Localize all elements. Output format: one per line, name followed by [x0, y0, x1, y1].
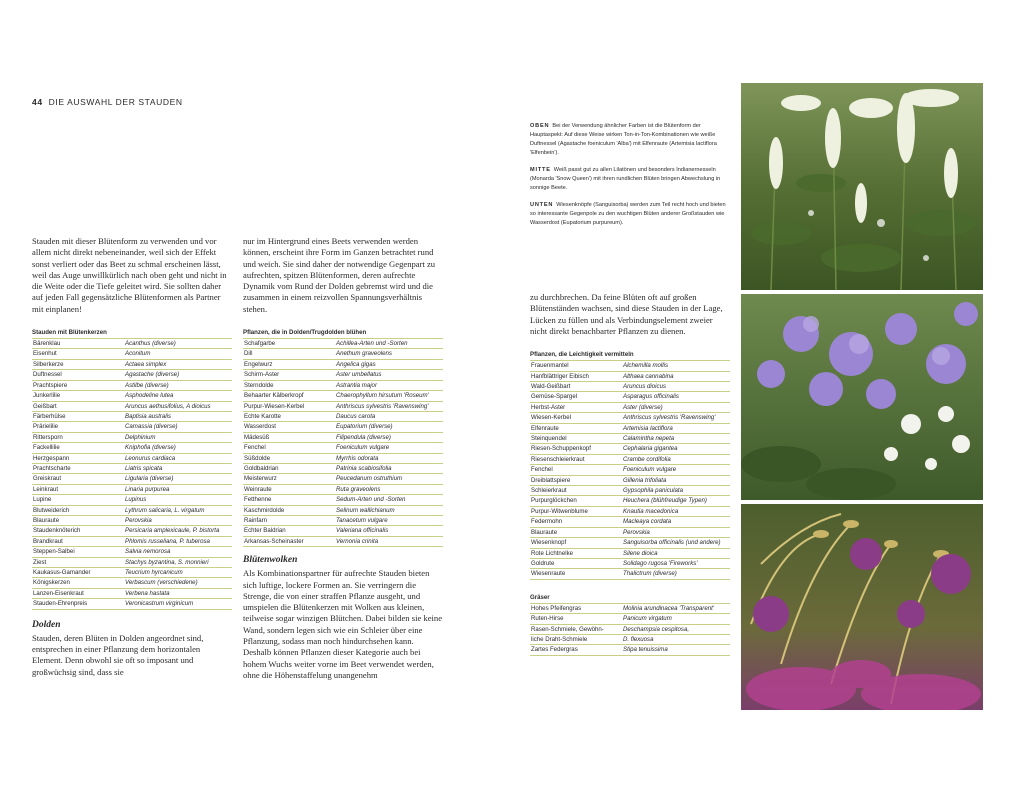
plant-row [530, 486, 730, 496]
common-name: Blutweiderich [32, 505, 124, 515]
plant-row [32, 599, 232, 609]
plant-row [32, 505, 232, 515]
botanical-name: Silene dioica [622, 548, 730, 558]
common-name: Federmohn [530, 517, 622, 527]
botanical-name: Cephalaria gigantea [622, 444, 730, 454]
common-name: Rasen-Schmiele, Gewöhn- [530, 624, 622, 634]
common-name: Schleierkraut [530, 486, 622, 496]
botanical-name: Actaea simplex [124, 359, 232, 369]
plant-row [530, 392, 730, 402]
botanical-name: Salvia nemorosa [124, 547, 232, 557]
botanical-name: Daucus carota [335, 411, 443, 421]
plant-row [243, 505, 443, 515]
common-name: Elfenraute [530, 423, 622, 433]
plant-row [32, 484, 232, 494]
plant-row [32, 401, 232, 411]
plant-row [32, 391, 232, 401]
botanical-name: Liatris spicata [124, 463, 232, 473]
botanical-name: Peucedanum ostruthium [335, 474, 443, 484]
botanical-name: Kniphofia (diverse) [124, 443, 232, 453]
botanical-name: Perovskia [124, 515, 232, 525]
photo-middle [741, 294, 983, 500]
col3-intro-paragraph: zu durchbrechen. Da feine Blüten oft auf großen Blütenständen wachsen, sind diese Stauden in der Lage, Lücken zu füllen und als Verbindungselement zweier nicht direkt benachbarter Pflanzen zu dienen. [530, 292, 723, 336]
plant-row [32, 443, 232, 453]
botanical-name: Aster umbellatus [335, 370, 443, 380]
common-name: Purpur-Wiesen-Kerbel [243, 401, 335, 411]
plant-row [530, 371, 730, 381]
plant-row [32, 557, 232, 567]
plant-row [32, 526, 232, 536]
plant-row [32, 380, 232, 390]
plant-row [530, 558, 730, 568]
caption-bottom-label: UNTEN [530, 202, 554, 208]
common-name: Purpurglöckchen [530, 496, 622, 506]
botanical-name: Vernonia crinita [335, 536, 443, 546]
plant-row [243, 370, 443, 380]
photo-bottom [741, 504, 983, 710]
botanical-name: Lythrum salicaria, L. virgatum [124, 505, 232, 515]
common-name: Frauenmantel [530, 361, 622, 371]
page-number: 44 [32, 97, 43, 107]
common-name: Ziest [32, 557, 124, 567]
plant-row [530, 402, 730, 412]
botanical-name: Asparagus officinalis [622, 392, 730, 402]
botanical-name: D. flexuosa [622, 634, 730, 644]
botanical-name: Phlomis russeliana, P. tuberosa [124, 536, 232, 546]
common-name: Herbst-Aster [530, 402, 622, 412]
common-name: Süßdolde [243, 453, 335, 463]
plant-row [243, 474, 443, 484]
common-name: Fackellilie [32, 443, 124, 453]
common-name: Stauden-Ehrenpreis [32, 599, 124, 609]
plant-row [530, 634, 730, 644]
common-name: Ruten-Hirse [530, 614, 622, 624]
column-1 [32, 236, 232, 678]
plant-row [243, 526, 443, 536]
botanical-name: Crambe cordifolia [622, 454, 730, 464]
botanical-name: Asphodeline lutea [124, 391, 232, 401]
photo-lilac-monarda-image [741, 294, 983, 500]
plant-row [243, 515, 443, 525]
plant-row [530, 465, 730, 475]
plant-row [530, 496, 730, 506]
botanical-name: Linaria purpurea [124, 484, 232, 494]
botanical-name: Eupatorium (diverse) [335, 422, 443, 432]
common-name: Wasserdost [243, 422, 335, 432]
plant-row [243, 411, 443, 421]
caption-middle-label: MITTE [530, 167, 551, 173]
caption-bottom [530, 201, 730, 228]
gräser-table [530, 603, 730, 656]
botanical-name: Aruncus aethusifolius, A dioicus [124, 401, 232, 411]
botanical-name: Heuchera (blühfreudige Typen) [622, 496, 730, 506]
common-name: Rainfarn [243, 515, 335, 525]
plant-row [32, 536, 232, 546]
plant-row [530, 603, 730, 613]
common-name: liche Draht-Schmiele [530, 634, 622, 644]
caption-top-text: Bei der Verwendung ähnlicher Farben ist die Blütenform der Hauptaspekt: Auf diese Weise wirken Ton-in-Ton-Kombinationen wie weiße Duftnessel (Agastache foeniculum 'Alba') mit Elfenraute (Artemisia lactiflora 'Elfenbein'). [530, 123, 717, 156]
plant-row [243, 463, 443, 473]
common-name: Brandkraut [32, 536, 124, 546]
col2-blütenwolken-paragraph: Als Kombinationspartner für aufrechte Stauden bieten sich luftige, lockere Formen an. Sie verringern die Strenge, die von einer straffen Pflanze ausgeht, und umspielen die Blütenkerzen mit Wolken aus kleinen, teilweise sogar winzigen Blütchen. Dabei bilden sie keine Wand, sondern legen sich wie ein Schleier über eine Pflanzung, sodass man noch hindurchsehen kann. Deshalb können Pflanzen dieser Kategorie auch bei hohem Wuchs weiter vorne im Beet verwendet werden, ohne die Höhenstaffelung unangenehm [243, 568, 443, 680]
column-2 [243, 236, 443, 681]
botanical-name: Molinia arundinacea 'Transparent' [622, 603, 730, 613]
common-name: Bärenklau [32, 339, 124, 349]
botanical-name: Chaerophyllum hirsutum 'Roseum' [335, 391, 443, 401]
botanical-name: Solidago rugosa 'Fireworks' [622, 558, 730, 568]
plant-row [530, 569, 730, 579]
col2-intro-paragraph: nur im Hintergrund eines Beets verwenden werden können, erscheint ihre Form im Ganzen betrachtet rund und weich. Sie sind daher der notwendige Gegenpart zu aufrechten, spitzen Blütenformen, deren aufrechte Dynamik vom Rund der Dolden gebremst wird und die zusammen in einem reizvollen Spannungsverhältnis stehen. [243, 236, 436, 314]
dolden-table [243, 338, 443, 547]
common-name: Mädesüß [243, 432, 335, 442]
plant-row [530, 517, 730, 527]
common-name: Herzgespann [32, 453, 124, 463]
photo-captions [530, 122, 730, 236]
common-name: Purpur-Witwenblume [530, 506, 622, 516]
common-name: Blauraute [530, 527, 622, 537]
botanical-name: Anethum graveolens [335, 349, 443, 359]
botanical-name: Teucrium hyrcanicum [124, 568, 232, 578]
common-name: Engelwurz [243, 359, 335, 369]
photo-top [741, 83, 983, 290]
common-name: Rote Lichtnelke [530, 548, 622, 558]
botanical-name: Aster (diverse) [622, 402, 730, 412]
common-name: Weinraute [243, 484, 335, 494]
plant-row [243, 401, 443, 411]
botanical-name: Achillea-Arten und -Sorten [335, 339, 443, 349]
botanical-name: Delphinium [124, 432, 232, 442]
plant-row [32, 432, 232, 442]
common-name: Schafgarbe [243, 339, 335, 349]
botanical-name: Gypsophila paniculata [622, 486, 730, 496]
common-name: Dreiblattspiere [530, 475, 622, 485]
plant-row [243, 484, 443, 494]
plant-row [243, 349, 443, 359]
common-name: Steppen-Salbei [32, 547, 124, 557]
botanical-name: Gillenia trifoliata [622, 475, 730, 485]
botanical-name: Astilbe (diverse) [124, 380, 232, 390]
section-heading-dolden: Dolden [32, 619, 61, 630]
common-name: Gemüse-Spargel [530, 392, 622, 402]
plant-row [243, 453, 443, 463]
botanical-name: Aruncus dioicus [622, 382, 730, 392]
botanical-name: Selinum wallichianum [335, 505, 443, 515]
plant-row [530, 444, 730, 454]
common-name: Greiskraut [32, 474, 124, 484]
botanical-name: Foeniculum vulgare [335, 443, 443, 453]
botanical-name: Lupinus [124, 495, 232, 505]
botanical-name: Verbena hastata [124, 588, 232, 598]
botanical-name: Ruta graveolens [335, 484, 443, 494]
plant-row [530, 361, 730, 371]
plant-row [530, 475, 730, 485]
plant-row [32, 547, 232, 557]
section-heading-blütenwolken: Blütenwolken [243, 555, 298, 566]
plant-row [32, 422, 232, 432]
common-name: Dill [243, 349, 335, 359]
plant-row [530, 645, 730, 655]
botanical-name: Myrrhis odorata [335, 453, 443, 463]
plant-row [530, 527, 730, 537]
botanical-name: Tanacetum vulgare [335, 515, 443, 525]
botanical-name: Panicum virgatum [622, 614, 730, 624]
common-name: Rittersporn [32, 432, 124, 442]
botanical-name: Baptisia australis [124, 411, 232, 421]
common-name: Wiesen-Kerbel [530, 413, 622, 423]
plant-row [32, 588, 232, 598]
plant-row [530, 382, 730, 392]
chapter-title: DIE AUSWAHL DER STAUDEN [48, 97, 183, 107]
botanical-name: Ligularia (diverse) [124, 474, 232, 484]
col1-intro-paragraph: Stauden mit dieser Blütenform zu verwenden und vor allem nicht direkt nebeneinander, weil sich der Effekt sonst verliert oder das Beet zu schmal erscheinen lässt, weil das Auge unwillkürlich nach oben geht und nicht in die Weite oder die Tiefe geleitet wird. Sie sollten daher auf jeden Fall gegensätzliche Blütenformen als Partner mit einplanen! [32, 236, 227, 314]
plant-row [243, 536, 443, 546]
blütenkerzen-table [32, 338, 232, 610]
plant-row [32, 349, 232, 359]
plant-row [243, 380, 443, 390]
col1-table-title: Stauden mit Blütenkerzen [32, 329, 107, 337]
caption-top-label: OBEN [530, 123, 550, 129]
common-name: Prachtspiere [32, 380, 124, 390]
common-name: Meisterwurz [243, 474, 335, 484]
plant-row [32, 359, 232, 369]
plant-row [32, 453, 232, 463]
botanical-name: Leonurus cardiaca [124, 453, 232, 463]
col3-table-title: Pflanzen, die Leichtigkeit vermitteln [530, 351, 634, 359]
botanical-name: Stachys byzantina, S. monnieri [124, 557, 232, 567]
common-name: Wiesenraute [530, 569, 622, 579]
plant-row [243, 443, 443, 453]
common-name: Wald-Geißbart [530, 382, 622, 392]
grass-table-title: Gräser [530, 593, 550, 601]
botanical-name: Sedum-Arten und -Sorten [335, 495, 443, 505]
botanical-name: Patrinia scabiosifolia [335, 463, 443, 473]
plant-row [32, 474, 232, 484]
plant-row [530, 413, 730, 423]
plant-row [243, 432, 443, 442]
plant-row [32, 339, 232, 349]
botanical-name: Agastache (diverse) [124, 370, 232, 380]
common-name: Geißbart [32, 401, 124, 411]
common-name: Fenchel [530, 465, 622, 475]
botanical-name: Thalictrum (diverse) [622, 569, 730, 579]
botanical-name: Aconitum [124, 349, 232, 359]
common-name: Echter Baldrian [243, 526, 335, 536]
plant-row [530, 538, 730, 548]
plant-row [530, 434, 730, 444]
botanical-name: Deschampsia cespitosa, [622, 624, 730, 634]
photo-white-agastache-image [741, 83, 983, 290]
common-name: Lanzen-Eisenkraut [32, 588, 124, 598]
plant-row [243, 339, 443, 349]
plant-row [32, 370, 232, 380]
plant-row [243, 422, 443, 432]
common-name: Kaschmirdolde [243, 505, 335, 515]
plant-row [32, 495, 232, 505]
botanical-name: Alchemilla mollis [622, 361, 730, 371]
common-name: Staudenknöterich [32, 526, 124, 536]
caption-top [530, 122, 730, 158]
common-name: Eisenhut [32, 349, 124, 359]
common-name: Fenchel [243, 443, 335, 453]
common-name: Leinkraut [32, 484, 124, 494]
common-name: Wiesenknopf [530, 538, 622, 548]
common-name: Echte Karotte [243, 411, 335, 421]
botanical-name: Angelica gigas [335, 359, 443, 369]
botanical-name: Calamintha nepeta [622, 434, 730, 444]
common-name: Behaarter Kälberkropf [243, 391, 335, 401]
common-name: Junkerlilie [32, 391, 124, 401]
plant-row [243, 391, 443, 401]
common-name: Königskerzen [32, 578, 124, 588]
common-name: Goldrute [530, 558, 622, 568]
common-name: Hanfblättriger Eibisch [530, 371, 622, 381]
botanical-name: Veronicastrum virginicum [124, 599, 232, 609]
botanical-name: Perovskia [622, 527, 730, 537]
botanical-name: Foeniculum vulgare [622, 465, 730, 475]
plant-row [530, 423, 730, 433]
common-name: Blauraute [32, 515, 124, 525]
common-name: Zartes Federgras [530, 645, 622, 655]
plant-row [530, 454, 730, 464]
botanical-name: Camassia (diverse) [124, 422, 232, 432]
botanical-name: Knautia macedonica [622, 506, 730, 516]
column-3 [530, 292, 730, 656]
common-name: Prärielilie [32, 422, 124, 432]
botanical-name: Acanthus (diverse) [124, 339, 232, 349]
plant-row [530, 548, 730, 558]
common-name: Silberkerze [32, 359, 124, 369]
common-name: Lupine [32, 495, 124, 505]
plant-row [32, 515, 232, 525]
botanical-name: Sanguisorba officinalis (und andere) [622, 538, 730, 548]
running-header [32, 97, 183, 107]
common-name: Färberhülse [32, 411, 124, 421]
common-name: Sterndolde [243, 380, 335, 390]
common-name: Arkansas-Scheinaster [243, 536, 335, 546]
botanical-name: Artemisia lactiflora [622, 423, 730, 433]
common-name: Hohes Pfeifengras [530, 603, 622, 613]
col2-table-title: Pflanzen, die in Dolden/Trugdolden blühen [243, 329, 367, 337]
botanical-name: Anthriscus sylvestris 'Ravenswing' [335, 401, 443, 411]
plant-row [32, 463, 232, 473]
botanical-name: Verbascum (verschiedene) [124, 578, 232, 588]
plant-row [530, 624, 730, 634]
plant-row [32, 578, 232, 588]
common-name: Prachtscharte [32, 463, 124, 473]
botanical-name: Macleaya cordata [622, 517, 730, 527]
col1-dolden-paragraph: Stauden, deren Blüten in Dolden angeordnet sind, entsprechen in einer Pflanzung dem horizontalen Element. Denn obwohl sie oft so imposant und großwüchsig sind, dass sie [32, 632, 204, 677]
common-name: Riesen-Schuppenkopf [530, 444, 622, 454]
common-name: Fetthenne [243, 495, 335, 505]
botanical-name: Anthriscus sylvestris 'Ravenswing' [622, 413, 730, 423]
botanical-name: Althaea cannabina [622, 371, 730, 381]
caption-middle-text: Weiß passt gut zu allen Lilatönen und besonders Indianernesseln (Monarda 'Snow Queen') mit ihren rundlichen Blüten bringen Abwechslung in sonnige Beete. [530, 167, 721, 191]
common-name: Duftnessel [32, 370, 124, 380]
leichtigkeit-table [530, 360, 730, 580]
common-name: Steinquendel [530, 434, 622, 444]
common-name: Goldbaldrian [243, 463, 335, 473]
plant-row [32, 411, 232, 421]
common-name: Kaukasus-Gamander [32, 568, 124, 578]
plant-row [32, 568, 232, 578]
botanical-name: Persicaria amplexicaule, P. bistorta [124, 526, 232, 536]
plant-row [243, 359, 443, 369]
plant-row [243, 495, 443, 505]
botanical-name: Filipendula (diverse) [335, 432, 443, 442]
botanical-name: Stipa tenuissima [622, 645, 730, 655]
plant-row [530, 506, 730, 516]
plant-row [530, 614, 730, 624]
caption-bottom-text: Wiesenknöpfe (Sanguisorba) werden zum Teil recht hoch und bieten so interessante Gegenpole zu den wuchtigen Blüten anderer Großstauden wie Wasserdost (Eupatorium purpureum). [530, 202, 726, 226]
common-name: Schirm-Aster [243, 370, 335, 380]
common-name: Riesenschleierkraut [530, 454, 622, 464]
botanical-name: Valeriana officinalis [335, 526, 443, 536]
caption-middle [530, 166, 730, 193]
botanical-name: Astrantia major [335, 380, 443, 390]
photo-sanguisorba-image [741, 504, 983, 710]
